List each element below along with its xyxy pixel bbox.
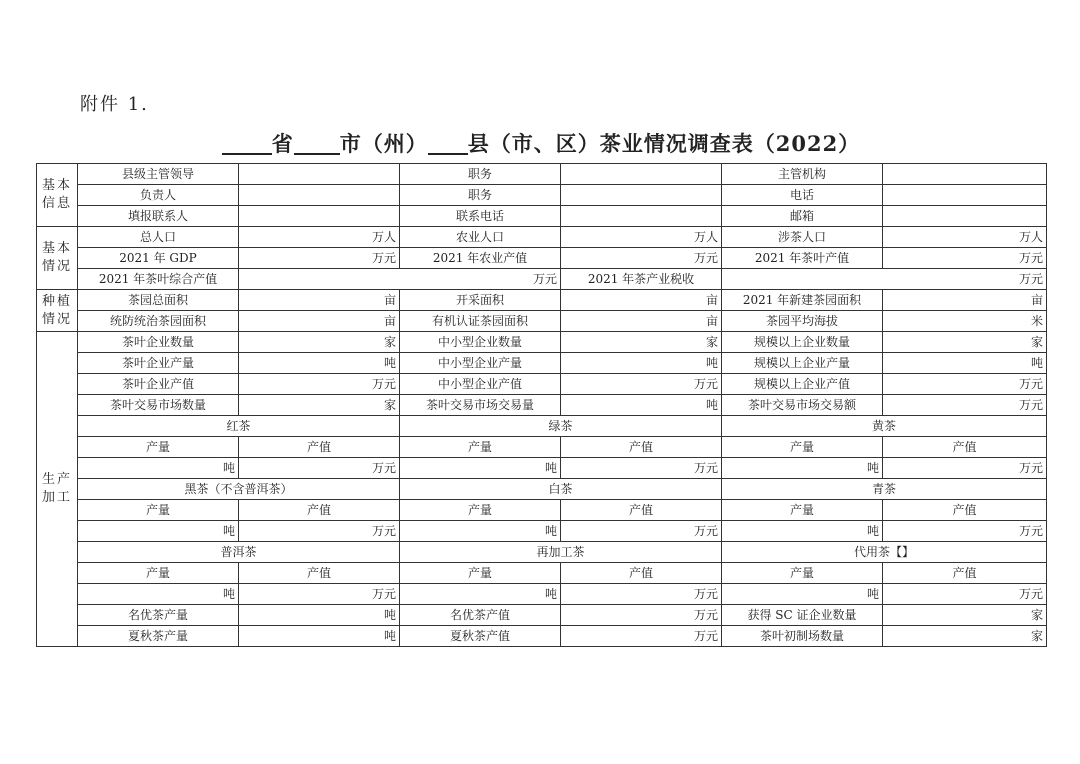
field-reprocessed-value[interactable]: 万元	[561, 584, 722, 605]
section-basic-info: 基本信息	[37, 164, 78, 227]
header-quantity: 产量	[722, 563, 883, 584]
field-white-quantity[interactable]: 吨	[400, 521, 561, 542]
tea-type-green: 绿茶	[400, 416, 722, 437]
header-quantity: 产量	[78, 437, 239, 458]
table-row	[37, 605, 1047, 626]
field-oolong-quantity[interactable]: 吨	[722, 521, 883, 542]
table-row	[37, 269, 1047, 290]
table-row	[37, 248, 1047, 269]
county-blank[interactable]	[428, 131, 468, 155]
field-premium-output[interactable]: 吨	[239, 605, 400, 626]
table-row	[37, 437, 1047, 458]
header-value: 产值	[239, 437, 400, 458]
label-ent-output: 茶叶企业产量	[78, 353, 239, 374]
field-ent-count[interactable]: 家	[239, 332, 400, 353]
field-large-count[interactable]: 家	[883, 332, 1047, 353]
field-gdp[interactable]: 万元	[239, 248, 400, 269]
label-tea-pop: 涉茶人口	[722, 227, 883, 248]
header-value: 产值	[239, 563, 400, 584]
header-value: 产值	[883, 500, 1047, 521]
label-agency: 主管机构	[722, 164, 883, 185]
field-organic-area[interactable]: 亩	[561, 311, 722, 332]
label-ent-count: 茶叶企业数量	[78, 332, 239, 353]
table-row	[37, 479, 1047, 500]
field-leader[interactable]	[239, 164, 400, 185]
field-black-value[interactable]: 万元	[239, 458, 400, 479]
field-sme-output[interactable]: 吨	[561, 353, 722, 374]
field-new-area[interactable]: 亩	[883, 290, 1047, 311]
field-contact[interactable]	[239, 206, 400, 227]
header-quantity: 产量	[722, 500, 883, 521]
field-reprocessed-quantity[interactable]: 吨	[400, 584, 561, 605]
label-tea-output: 2021 年茶叶产值	[722, 248, 883, 269]
header-value: 产值	[239, 500, 400, 521]
label-picking-area: 开采面积	[400, 290, 561, 311]
field-sc-count[interactable]: 家	[883, 605, 1047, 626]
label-organic-area: 有机认证茶园面积	[400, 311, 561, 332]
field-large-value[interactable]: 万元	[883, 374, 1047, 395]
header-value: 产值	[561, 563, 722, 584]
title-city: 市（州）	[339, 131, 428, 156]
field-puer-quantity[interactable]: 吨	[78, 584, 239, 605]
table-row	[37, 626, 1047, 647]
section-planting: 种植情况	[37, 290, 78, 332]
field-green-quantity[interactable]: 吨	[400, 458, 561, 479]
table-row	[37, 185, 1047, 206]
label-tea-tax: 2021 年茶产业税收	[561, 269, 722, 290]
table-row	[37, 227, 1047, 248]
label-market-amount: 茶叶交易市场交易额	[722, 395, 883, 416]
label-leader: 县级主管领导	[78, 164, 239, 185]
label-position2: 职务	[400, 185, 561, 206]
label-ent-value: 茶叶企业产值	[78, 374, 239, 395]
field-contact-phone[interactable]	[561, 206, 722, 227]
table-row	[37, 206, 1047, 227]
tea-type-yellow: 黄茶	[722, 416, 1047, 437]
tea-type-black: 红茶	[78, 416, 400, 437]
field-agri-output[interactable]: 万元	[561, 248, 722, 269]
label-person-in-charge: 负责人	[78, 185, 239, 206]
field-premium-value[interactable]: 万元	[561, 605, 722, 626]
label-premium-value: 名优茶产值	[400, 605, 561, 626]
table-row	[37, 416, 1047, 437]
table-row	[37, 521, 1047, 542]
label-summer-output: 夏秋茶产量	[78, 626, 239, 647]
label-market-volume: 茶叶交易市场交易量	[400, 395, 561, 416]
field-dark-value[interactable]: 万元	[239, 521, 400, 542]
tea-type-oolong: 青茶	[722, 479, 1047, 500]
field-market-amount[interactable]: 万元	[883, 395, 1047, 416]
field-agency[interactable]	[883, 164, 1047, 185]
title-county: 县（市、区）茶业情况调查表（2022）	[467, 131, 861, 156]
field-green-value[interactable]: 万元	[561, 458, 722, 479]
label-position1: 职务	[400, 164, 561, 185]
label-market-count: 茶叶交易市场数量	[78, 395, 239, 416]
header-quantity: 产量	[400, 563, 561, 584]
label-agri-pop: 农业人口	[400, 227, 561, 248]
label-sc-count: 获得 SC 证企业数量	[722, 605, 883, 626]
field-market-volume[interactable]: 吨	[561, 395, 722, 416]
tea-type-substitute: 代用茶【】	[722, 542, 1047, 563]
header-value: 产值	[883, 563, 1047, 584]
label-large-output: 规模以上企业产量	[722, 353, 883, 374]
field-ent-output[interactable]: 吨	[239, 353, 400, 374]
survey-table	[36, 163, 1047, 647]
table-row	[37, 395, 1047, 416]
table-row	[37, 584, 1047, 605]
field-email[interactable]	[883, 206, 1047, 227]
header-quantity: 产量	[400, 500, 561, 521]
table-row	[37, 311, 1047, 332]
field-person-in-charge[interactable]	[239, 185, 400, 206]
field-tea-output[interactable]: 万元	[883, 248, 1047, 269]
field-white-value[interactable]: 万元	[561, 521, 722, 542]
label-contact-phone: 联系电话	[400, 206, 561, 227]
field-phone[interactable]	[883, 185, 1047, 206]
label-altitude: 茶园平均海拔	[722, 311, 883, 332]
table-row	[37, 563, 1047, 584]
field-oolong-value[interactable]: 万元	[883, 521, 1047, 542]
field-summer-output[interactable]: 吨	[239, 626, 400, 647]
label-tea-total-output: 2021 年茶叶综合产值	[78, 269, 239, 290]
label-pest-area: 统防统治茶园面积	[78, 311, 239, 332]
label-gdp: 2021 年 GDP	[78, 248, 239, 269]
label-new-area: 2021 年新建茶园面积	[722, 290, 883, 311]
table-row	[37, 500, 1047, 521]
table-row	[37, 374, 1047, 395]
city-blank[interactable]	[294, 131, 340, 155]
table-row	[37, 542, 1047, 563]
field-puer-value[interactable]: 万元	[239, 584, 400, 605]
field-altitude[interactable]: 米	[883, 311, 1047, 332]
header-quantity: 产量	[78, 563, 239, 584]
label-summer-value: 夏秋茶产值	[400, 626, 561, 647]
section-production: 生产加工	[37, 332, 78, 647]
field-position1[interactable]	[561, 164, 722, 185]
province-blank[interactable]	[222, 131, 272, 155]
field-substitute-value[interactable]: 万元	[883, 584, 1047, 605]
tea-type-reprocessed: 再加工茶	[400, 542, 722, 563]
attachment-label: 附件 1.	[80, 94, 149, 115]
tea-type-white: 白茶	[400, 479, 722, 500]
field-market-count[interactable]: 家	[239, 395, 400, 416]
field-tea-pop[interactable]: 万人	[883, 227, 1047, 248]
field-total-area[interactable]: 亩	[239, 290, 400, 311]
table-row	[37, 332, 1047, 353]
field-sme-count[interactable]: 家	[561, 332, 722, 353]
label-primary-plants: 茶叶初制场数量	[722, 626, 883, 647]
label-sme-output: 中小型企业产量	[400, 353, 561, 374]
header-quantity: 产量	[400, 437, 561, 458]
label-email: 邮箱	[722, 206, 883, 227]
header-quantity: 产量	[78, 500, 239, 521]
label-sme-value: 中小型企业产值	[400, 374, 561, 395]
tea-type-puer: 普洱茶	[78, 542, 400, 563]
field-substitute-quantity[interactable]: 吨	[722, 584, 883, 605]
title-province: 省	[271, 131, 294, 156]
field-agri-pop[interactable]: 万人	[561, 227, 722, 248]
section-basic-stats: 基本情况	[37, 227, 78, 290]
label-phone: 电话	[722, 185, 883, 206]
tea-type-dark: 黑茶（不含普洱茶）	[78, 479, 400, 500]
header-value: 产值	[561, 437, 722, 458]
field-position2[interactable]	[561, 185, 722, 206]
field-tea-tax[interactable]: 万元	[722, 269, 1047, 290]
label-total-area: 茶园总面积	[78, 290, 239, 311]
header-quantity: 产量	[722, 437, 883, 458]
field-dark-quantity[interactable]: 吨	[78, 521, 239, 542]
field-total-pop[interactable]: 万人	[239, 227, 400, 248]
page-title	[36, 128, 1046, 158]
label-sme-count: 中小型企业数量	[400, 332, 561, 353]
label-large-count: 规模以上企业数量	[722, 332, 883, 353]
label-large-value: 规模以上企业产值	[722, 374, 883, 395]
field-ent-value[interactable]: 万元	[239, 374, 400, 395]
field-tea-total-output[interactable]: 万元	[239, 269, 561, 290]
field-large-output[interactable]: 吨	[883, 353, 1047, 374]
field-primary-plants[interactable]: 家	[883, 626, 1047, 647]
table-row	[37, 164, 1047, 185]
field-yellow-quantity[interactable]: 吨	[722, 458, 883, 479]
label-total-pop: 总人口	[78, 227, 239, 248]
header-value: 产值	[883, 437, 1047, 458]
table-row	[37, 353, 1047, 374]
field-pest-area[interactable]: 亩	[239, 311, 400, 332]
table-row	[37, 458, 1047, 479]
label-agri-output: 2021 年农业产值	[400, 248, 561, 269]
header-value: 产值	[561, 500, 722, 521]
field-picking-area[interactable]: 亩	[561, 290, 722, 311]
table-row	[37, 290, 1047, 311]
field-sme-value[interactable]: 万元	[561, 374, 722, 395]
field-yellow-value[interactable]: 万元	[883, 458, 1047, 479]
field-summer-value[interactable]: 万元	[561, 626, 722, 647]
field-black-quantity[interactable]: 吨	[78, 458, 239, 479]
label-contact: 填报联系人	[78, 206, 239, 227]
label-premium-output: 名优茶产量	[78, 605, 239, 626]
